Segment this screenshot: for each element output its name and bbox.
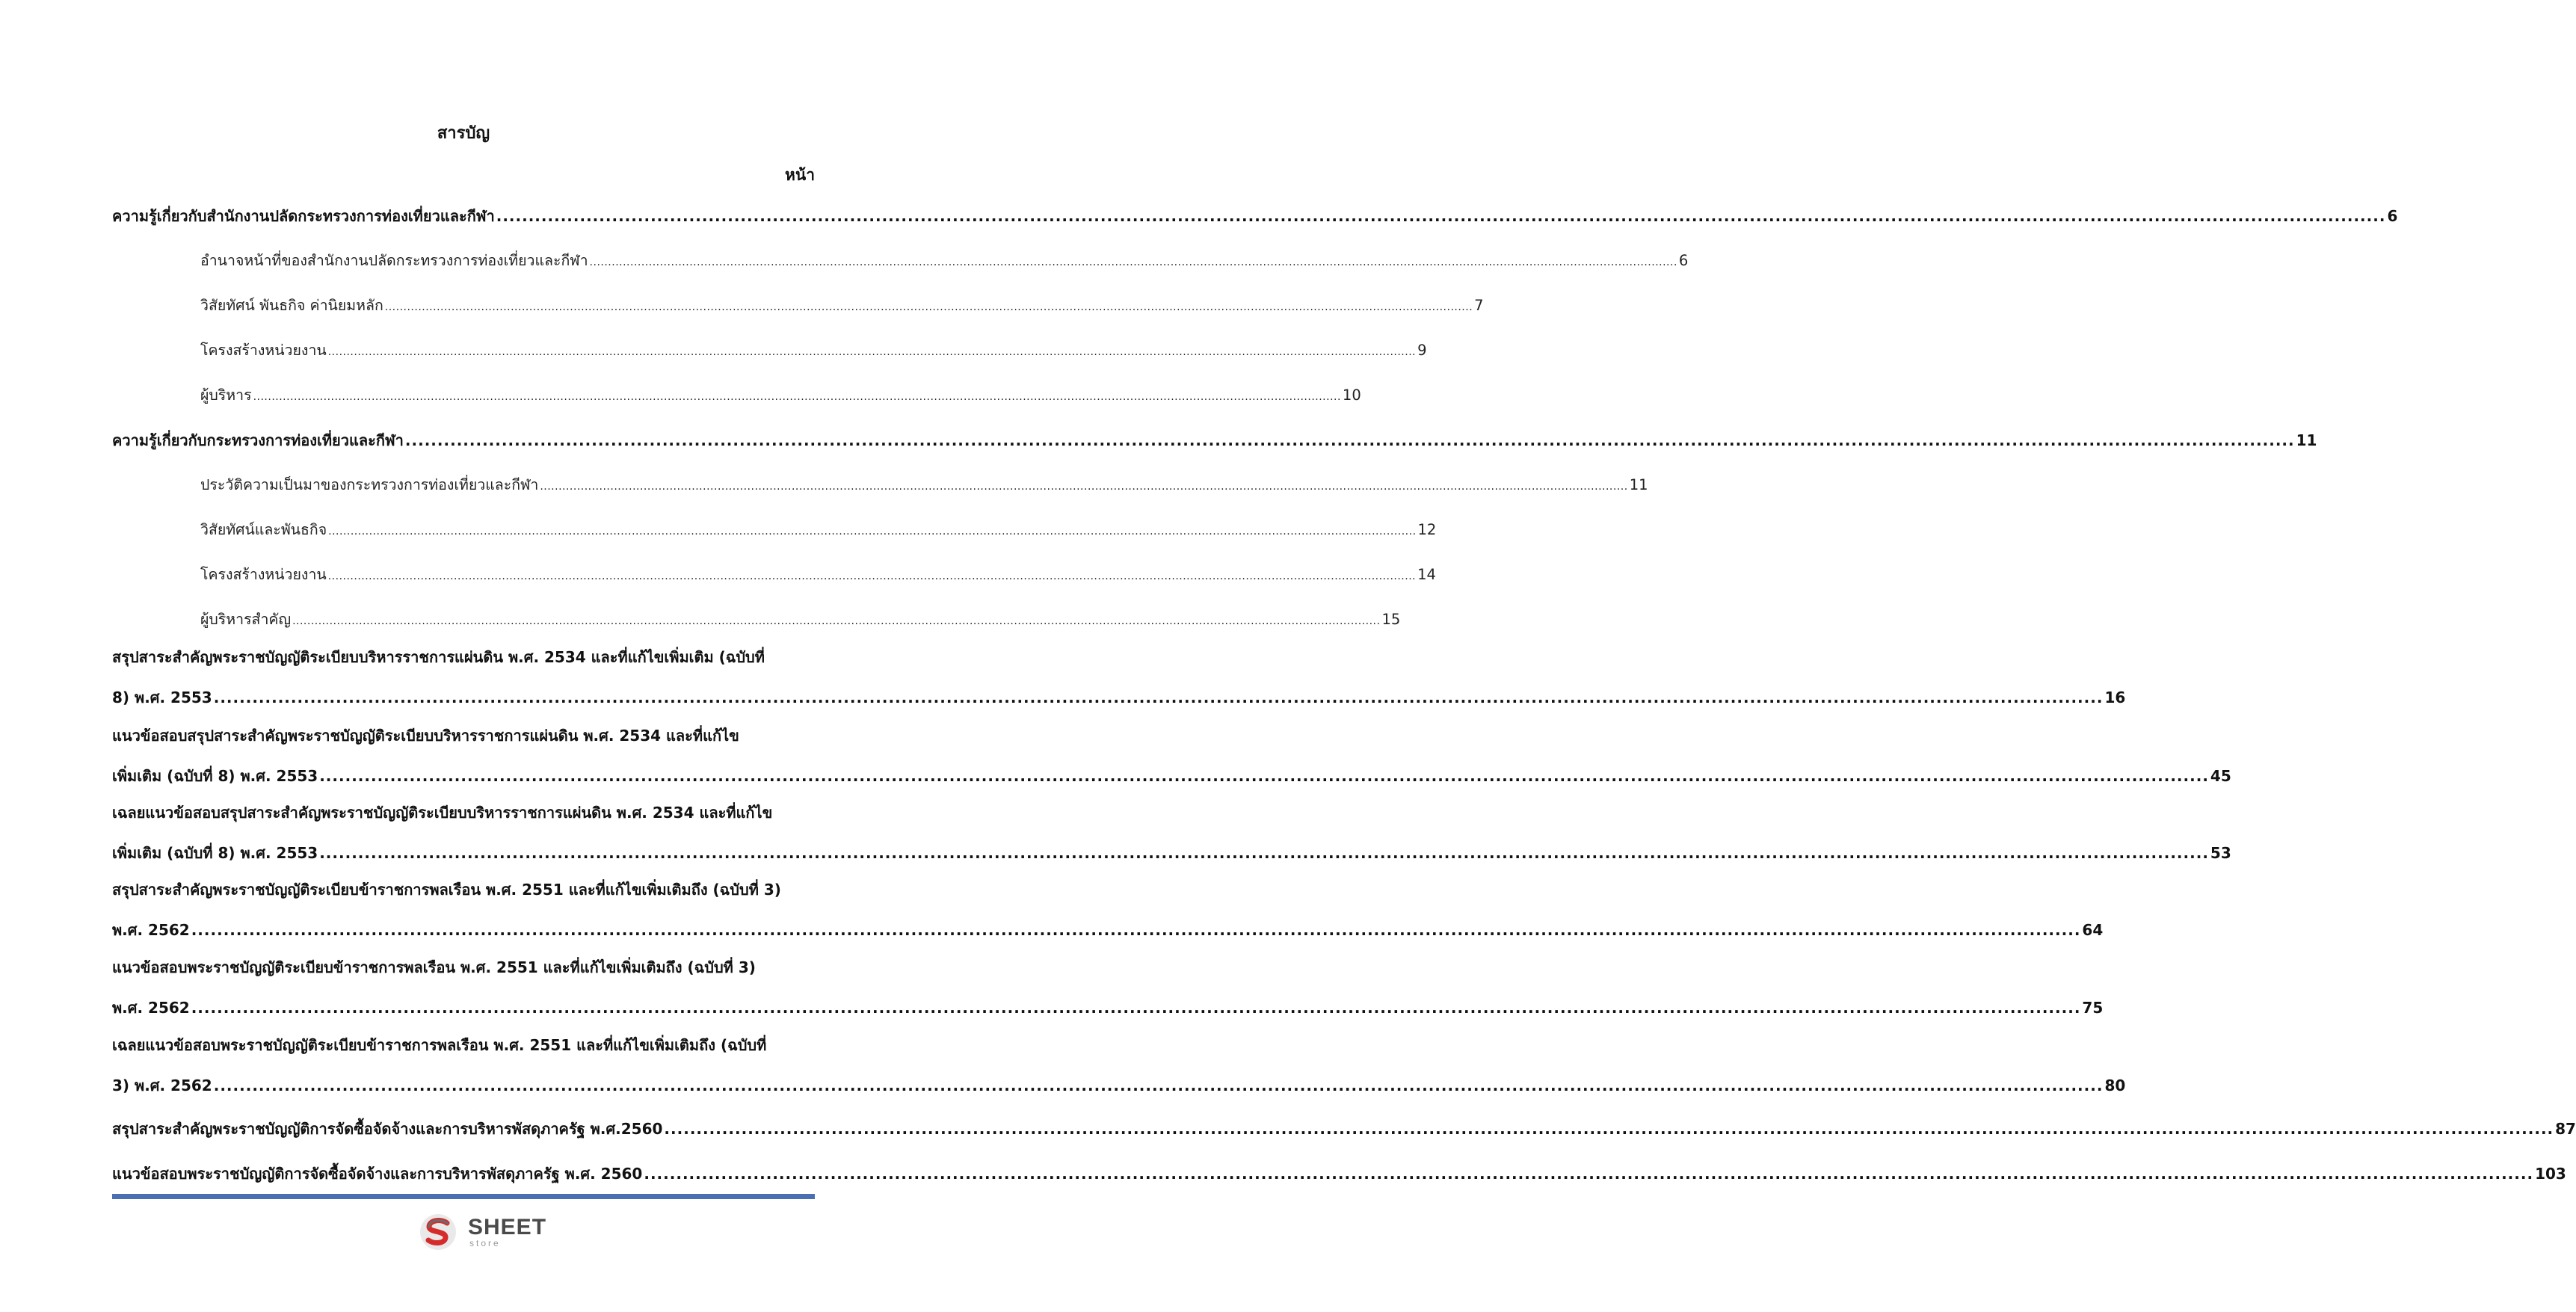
dot-leader: ...................................................................................................................................................................................................................................................................................................... [589, 256, 1677, 268]
toc-entry-title: อำนาจหน้าที่ของสำนักงานปลัดกระทรวงการท่องเที่ยวและกีฬา [200, 252, 588, 269]
toc-entry-title: ความรู้เกี่ยวกับสำนักงานปลัดกระทรวงการท่องเที่ยวและกีฬา [112, 207, 495, 225]
dot-leader: ...................................................................................................................................................................................................................................................................................................... [327, 570, 1417, 582]
dot-leader: ...................................................................................................................................................................................................................................................................................................... [253, 391, 1341, 403]
logo-subtext: store [469, 1238, 501, 1248]
toc-entry-title-line1: สรุปสาระสำคัญพระราชบัญญัติระเบียบบริหารราชการแผ่นดิน พ.ศ. 2534 และที่แก้ไขเพิ่มเติม (ฉบับที่ [112, 648, 765, 666]
toc-entry [200, 473, 1648, 496]
toc-entry-page-number: 7 [1474, 297, 1484, 314]
toc-entry-page-number: 12 [1417, 521, 1437, 538]
toc-entry-title: พ.ศ. 2562 [112, 921, 190, 939]
toc-entry-page-number: 15 [1381, 611, 1401, 628]
toc-entry-page-number: 64 [2082, 921, 2104, 939]
dot-leader: ...................................................................................................................................................................................................................................................................................................... [319, 767, 2209, 785]
dot-leader: ...................................................................................................................................................................................................................................................................................................... [540, 481, 1628, 493]
toc-entry-page-number: 75 [2082, 999, 2104, 1017]
toc-entry [200, 384, 1361, 407]
toc-entry-title: แนวข้อสอบพระราชบัญญัติการจัดซื้อจัดจ้างและการบริหารพัสดุภาครัฐ พ.ศ. 2560 [112, 1165, 643, 1183]
toc-entry-title: 3) พ.ศ. 2562 [112, 1077, 212, 1094]
toc-entry [112, 801, 2231, 865]
logo-text: SHEET [468, 1215, 547, 1239]
dot-leader: ...................................................................................................................................................................................................................................................................................................... [664, 1120, 2554, 1138]
toc-entry-page-number: 80 [2104, 1077, 2126, 1094]
dot-leader: ...................................................................................................................................................................................................................................................................................................... [496, 207, 2386, 225]
sheet-store-s-logo-icon [419, 1213, 457, 1251]
dot-leader: ...................................................................................................................................................................................................................................................................................................... [404, 431, 2295, 449]
toc-entry [112, 724, 2231, 788]
toc-entry-title: เพิ่มเติม (ฉบับที่ 8) พ.ศ. 2553 [112, 844, 318, 862]
toc-entry-title-line1: แนวข้อสอบพระราชบัญญัติระเบียบข้าราชการพลเรือน พ.ศ. 2551 และที่แก้ไขเพิ่มเติมถึง (ฉบับที่ 3) [112, 958, 756, 976]
dot-leader: ...................................................................................................................................................................................................................................................................................................... [292, 615, 1381, 627]
toc-entry [200, 563, 1436, 586]
toc-entry-title: 8) พ.ศ. 2553 [112, 689, 212, 706]
toc-entry-page-number: 11 [2296, 431, 2317, 449]
dot-leader: ...................................................................................................................................................................................................................................................................................................... [644, 1165, 2534, 1183]
toc-entry [112, 955, 2104, 1020]
toc-entry [112, 878, 2104, 942]
toc-entry-page-number: 103 [2535, 1165, 2566, 1183]
toc-entry-title: โครงสร้างหน่วยงาน [200, 342, 327, 359]
toc-entry [112, 1162, 2566, 1186]
toc-entry [200, 294, 1484, 317]
toc-entry-title: ผู้บริหารสำคัญ [200, 611, 292, 628]
page-column-header: หน้า [785, 166, 815, 184]
toc-entry [112, 645, 2126, 709]
toc-entry-page-number: 6 [1678, 252, 1689, 269]
toc-entry-page-number: 53 [2210, 844, 2231, 862]
toc-entry-page-number: 16 [2104, 689, 2126, 706]
toc-entry-page-number: 14 [1417, 566, 1436, 583]
toc-entry-title-line1: สรุปสาระสำคัญพระราชบัญญัติระเบียบข้าราชการพลเรือน พ.ศ. 2551 และที่แก้ไขเพิ่มเติมถึง (ฉบับที่ 3) [112, 881, 781, 899]
toc-entry-page-number: 87 [2555, 1120, 2576, 1138]
toc-entry-page-number: 11 [1629, 476, 1648, 493]
toc-entry-title: โครงสร้างหน่วยงาน [200, 566, 327, 583]
toc-entry [200, 518, 1437, 541]
toc-entry-title: วิสัยทัศน์ พันธกิจ ค่านิยมหลัก [200, 297, 383, 314]
toc-entry-title: สรุปสาระสำคัญพระราชบัญญัติการจัดซื้อจัดจ้างและการบริหารพัสดุภาครัฐ พ.ศ.2560 [112, 1120, 663, 1138]
dot-leader: ...................................................................................................................................................................................................................................................................................................... [191, 999, 2081, 1017]
dot-leader: ...................................................................................................................................................................................................................................................................................................... [327, 346, 1417, 358]
sheet-store-logo [419, 1211, 546, 1253]
toc-entry-page-number: 9 [1417, 342, 1427, 359]
toc-entry [200, 608, 1401, 631]
toc-entry-page-number: 6 [2387, 207, 2398, 225]
toc-entry-page-number: 45 [2210, 767, 2231, 785]
page-title: สารบัญ [437, 124, 490, 143]
toc-entry-title-line1: เฉลยแนวข้อสอบพระราชบัญญัติระเบียบข้าราชการพลเรือน พ.ศ. 2551 และที่แก้ไขเพิ่มเติมถึง (ฉบับที่ [112, 1036, 767, 1054]
dot-leader: ...................................................................................................................................................................................................................................................................................................... [213, 689, 2104, 706]
toc-entry-title-line1: แนวข้อสอบสรุปสาระสำคัญพระราชบัญญัติระเบียบบริหารราชการแผ่นดิน พ.ศ. 2534 และที่แก้ไข [112, 727, 739, 745]
footer-rule [112, 1194, 815, 1199]
toc-entry [112, 428, 2317, 452]
toc-entry [112, 1117, 2576, 1141]
toc-entry-title: ประวัติความเป็นมาของกระทรวงการท่องเที่ยวและกีฬา [200, 476, 539, 493]
toc-entry-title: วิสัยทัศน์และพันธกิจ [200, 521, 327, 538]
toc-entry-title: พ.ศ. 2562 [112, 999, 190, 1017]
dot-leader: ...................................................................................................................................................................................................................................................................................................... [191, 921, 2081, 939]
dot-leader: ...................................................................................................................................................................................................................................................................................................... [384, 301, 1473, 313]
dot-leader: ...................................................................................................................................................................................................................................................................................................... [328, 526, 1417, 538]
toc-entry-title: ความรู้เกี่ยวกับกระทรวงการท่องเที่ยวและกีฬา [112, 431, 404, 449]
toc-entry-title: เพิ่มเติม (ฉบับที่ 8) พ.ศ. 2553 [112, 767, 318, 785]
toc-entry [112, 204, 2398, 228]
toc-entry-title-line1: เฉลยแนวข้อสอบสรุปสาระสำคัญพระราชบัญญัติระเบียบบริหารราชการแผ่นดิน พ.ศ. 2534 และที่แก้ไข [112, 804, 773, 822]
toc-entry [200, 339, 1427, 362]
dot-leader: ...................................................................................................................................................................................................................................................................................................... [213, 1077, 2104, 1094]
toc-entry [112, 1033, 2126, 1097]
toc-entry-page-number: 10 [1342, 386, 1361, 404]
toc-entry [200, 249, 1689, 272]
dot-leader: ...................................................................................................................................................................................................................................................................................................... [319, 844, 2209, 862]
toc-entry-title: ผู้บริหาร [200, 386, 252, 404]
